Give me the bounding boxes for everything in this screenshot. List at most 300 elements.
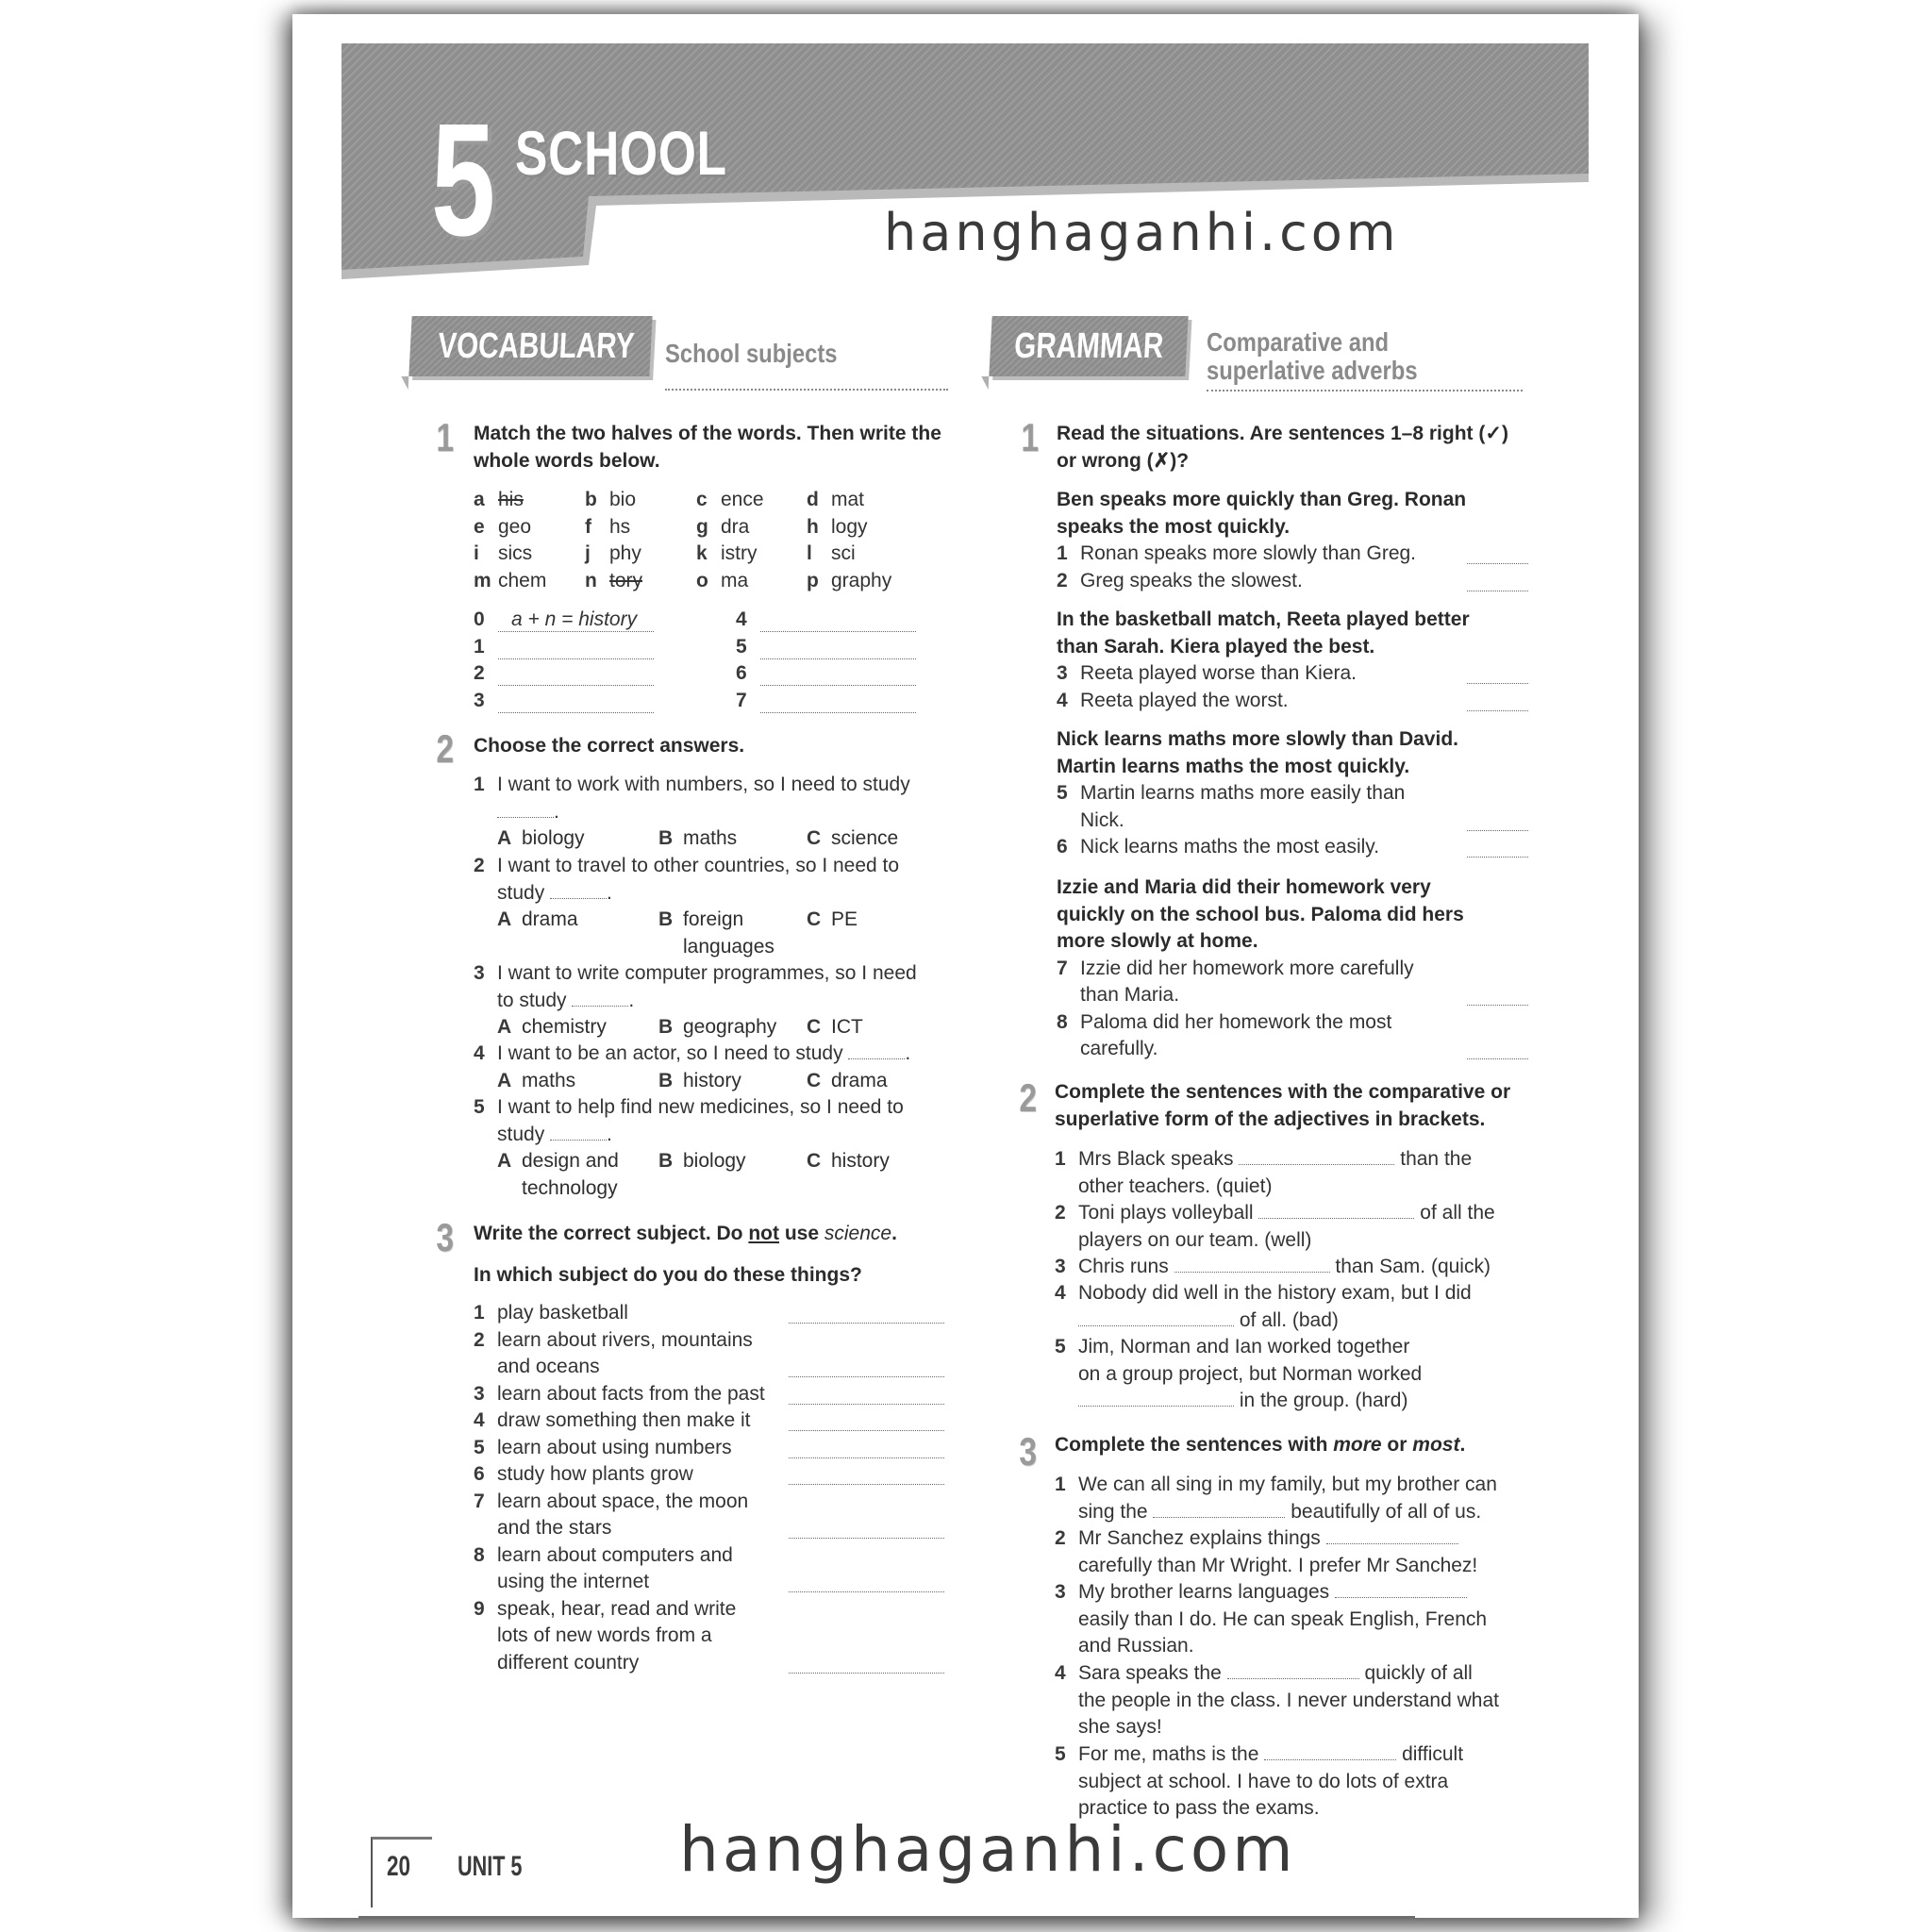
sentence-number: 1 — [1055, 1474, 1066, 1495]
answer-option[interactable] — [497, 825, 585, 853]
option-text: PE — [831, 908, 858, 930]
vocab-ex1-instruction: Match the two halves of the words. Then write the whole words below. — [474, 423, 941, 472]
task-text: study how plants grow — [497, 1463, 693, 1485]
watermark-bottom: hanghaganhi.com — [679, 1813, 1297, 1886]
task-text: draw something then make it — [497, 1409, 751, 1431]
option-text: science — [831, 827, 899, 849]
answer-number: 6 — [736, 662, 747, 684]
sentence-text: Nobody did well in the history exam, but I did — [1078, 1282, 1472, 1304]
statement-number: 3 — [1057, 662, 1068, 684]
task-text: play basketball — [497, 1302, 628, 1324]
sentence-text: Toni plays volleyball — [1078, 1202, 1254, 1224]
footer-unit-label: UNIT 5 — [458, 1851, 523, 1882]
task-text: different country — [497, 1651, 640, 1674]
task-text: lots of new words from a — [497, 1624, 712, 1646]
task-line-cont — [497, 1650, 639, 1677]
grammar-ex1-instruction: Read the situations. Are sentences 1–8 right (✓) or wrong (✗)? — [1057, 423, 1508, 472]
answer-line[interactable] — [789, 1484, 944, 1485]
vocab-ex2-number: 2 — [436, 726, 455, 771]
answer-blank[interactable] — [1174, 1255, 1330, 1273]
statement — [1057, 568, 1476, 595]
question-line-2 — [497, 988, 634, 1015]
sentence-text: of all the — [1420, 1202, 1495, 1224]
question-text: I want to be an actor, so I need to study — [497, 1042, 843, 1064]
task-text: learn about rivers, mountains — [497, 1328, 753, 1351]
sentence-text: quickly of all — [1364, 1662, 1473, 1684]
statement — [1057, 541, 1476, 568]
word-part-text: ma — [721, 569, 749, 591]
statement-text: Martin learns maths more easily than Nick. — [1080, 782, 1406, 831]
question-number: 5 — [474, 1096, 485, 1118]
option-letter: B — [658, 1016, 674, 1038]
word-part — [696, 514, 749, 541]
sentence-line-2: the people in the class. I never understand what — [1078, 1689, 1499, 1711]
word-part-text: ence — [721, 489, 764, 510]
question-number: 3 — [474, 962, 485, 984]
word-part-letter: m — [474, 569, 491, 591]
statement-text: Ronan speaks more slowly than Greg. — [1080, 542, 1417, 564]
answer-option[interactable] — [807, 825, 898, 853]
task-line — [474, 1407, 750, 1435]
right-wrong-blank[interactable] — [1467, 857, 1528, 858]
vocab-ex2-instruction: Choose the correct answers. — [474, 735, 745, 757]
word-part-letter: k — [696, 542, 708, 564]
option-text: history — [831, 1150, 890, 1172]
grammar-tag — [989, 316, 1188, 376]
word-part — [474, 487, 524, 514]
statement — [1057, 956, 1453, 1009]
question-line — [474, 772, 910, 799]
answer-option[interactable] — [658, 825, 737, 853]
answer-row — [474, 688, 498, 715]
sentence-line — [1055, 1579, 1467, 1607]
question-text: I want to help find new medicines, so I need to — [497, 1096, 904, 1118]
sentence-line-2 — [1078, 1499, 1481, 1526]
situation-text: In the basketball match, Reeta played better than Sarah. Kiera played the best. — [1057, 608, 1470, 658]
option-text: geography — [683, 1016, 777, 1038]
statement-text: Paloma did her homework the most carefully. — [1080, 1010, 1392, 1059]
statement-text: Reeta played the worst. — [1080, 689, 1289, 711]
answer-blank[interactable] — [1326, 1526, 1458, 1544]
vocabulary-rule — [665, 389, 948, 391]
word-part — [807, 568, 891, 595]
task-text: and oceans — [497, 1356, 600, 1377]
answer-line[interactable] — [498, 712, 654, 713]
task-number: 6 — [474, 1463, 485, 1485]
task-number: 1 — [474, 1302, 485, 1324]
option-text: drama — [522, 908, 578, 930]
option-text: maths — [522, 1069, 576, 1091]
statement-number: 2 — [1057, 569, 1068, 591]
sentence-number: 3 — [1055, 1256, 1066, 1277]
sentence-line — [1055, 1472, 1497, 1499]
statement — [1057, 688, 1476, 715]
sentence-text: than Sam. (quick) — [1335, 1256, 1491, 1277]
word-part — [807, 514, 868, 541]
answer-line[interactable] — [789, 1376, 944, 1377]
option-text: maths — [683, 827, 738, 849]
word-part-text: graphy — [831, 569, 892, 591]
answer-number: 4 — [736, 608, 747, 630]
answer-row — [736, 607, 760, 634]
answer-option[interactable] — [807, 907, 858, 934]
option-text: chemistry — [522, 1016, 607, 1038]
sentence-text: difficult — [1402, 1743, 1464, 1765]
statement-text: Greg speaks the slowest. — [1080, 569, 1303, 591]
sentence-text: Chris runs — [1078, 1256, 1169, 1277]
word-part — [807, 487, 864, 514]
word-part-text: sci — [831, 542, 856, 564]
answer-blank[interactable] — [1078, 1389, 1234, 1407]
answer-example: a + n = history — [511, 608, 638, 630]
answer-number: 7 — [736, 689, 747, 711]
sentence-line — [1055, 1200, 1495, 1227]
option-letter: C — [807, 908, 822, 930]
instr-part: . — [891, 1223, 897, 1244]
sentence-text: sing the — [1078, 1500, 1148, 1523]
word-part-text: tory — [609, 569, 643, 591]
word-part-letter: j — [585, 542, 591, 564]
word-part-text: geo — [498, 515, 532, 538]
word-part-letter: f — [585, 515, 591, 538]
question-number: 1 — [474, 774, 485, 795]
sentence-line-2: other teachers. (quiet) — [1078, 1174, 1273, 1197]
question-line — [474, 1094, 904, 1122]
answer-line[interactable] — [789, 1457, 944, 1458]
sentence-text: in the group. (hard) — [1239, 1390, 1408, 1411]
question-text: I want to travel to other countries, so I need to — [497, 855, 900, 876]
grammar-ex3-number: 3 — [1019, 1429, 1038, 1474]
task-text: learn about computers and — [497, 1543, 733, 1566]
answer-row — [736, 688, 760, 715]
word-part — [585, 568, 642, 595]
word-part — [696, 487, 764, 514]
word-part-letter: e — [474, 515, 485, 538]
option-text: design and — [522, 1150, 619, 1172]
task-line — [474, 1381, 765, 1408]
grammar-ex3-instruction — [1055, 1431, 1465, 1458]
option-text: ICT — [831, 1016, 863, 1038]
answer-blank[interactable] — [1227, 1661, 1359, 1679]
answer-line[interactable] — [789, 1591, 944, 1592]
word-part — [585, 487, 636, 514]
word-part-text: phy — [609, 542, 641, 564]
answer-blank[interactable] — [550, 1123, 607, 1141]
situation-text: Nick learns maths more slowly than David. Martin learns maths the most quickly. — [1057, 728, 1458, 777]
answer-line[interactable] — [789, 1323, 944, 1324]
period: . — [607, 881, 612, 904]
sentence-text: For me, maths is the — [1078, 1743, 1259, 1765]
sentence-line-2: carefully than Mr Wright. I prefer Mr Sanchez! — [1078, 1554, 1478, 1576]
option-letter: C — [807, 1150, 822, 1172]
sentence-line — [1055, 1660, 1473, 1688]
question-line-2 — [497, 880, 612, 908]
statement-number: 8 — [1057, 1010, 1068, 1033]
instr-part: use — [779, 1223, 824, 1244]
vocab-ex3-instruction — [474, 1220, 897, 1247]
watermark-top: hanghaganhi.com — [884, 203, 1400, 262]
question-number: 2 — [474, 855, 485, 876]
sentence-line-2: subject at school. I have to do lots of extra — [1078, 1770, 1449, 1792]
sentence-line — [1055, 1334, 1409, 1361]
sentence-number: 2 — [1055, 1527, 1066, 1549]
sentence-line — [1055, 1280, 1472, 1307]
word-part — [474, 568, 546, 595]
statement — [1057, 780, 1453, 834]
answer-option[interactable] — [497, 1148, 619, 1202]
statement-number: 5 — [1057, 782, 1068, 804]
task-line — [474, 1300, 628, 1327]
statement-number: 1 — [1057, 542, 1068, 564]
answer-line[interactable] — [760, 658, 916, 659]
task-number: 7 — [474, 1490, 485, 1512]
sentence-line-3: she says! — [1078, 1716, 1162, 1738]
vocabulary-subtitle: School subjects — [665, 339, 838, 368]
right-wrong-blank[interactable] — [1467, 830, 1528, 831]
statement-text: Izzie did her homework more carefully than Maria. — [1080, 957, 1414, 1006]
answer-blank[interactable] — [1153, 1500, 1285, 1518]
word-part — [474, 514, 531, 541]
instr-part: or — [1381, 1434, 1413, 1456]
question-text: I want to work with numbers, so I need to study — [497, 774, 910, 795]
answer-number: 2 — [474, 662, 485, 684]
sentence-number: 5 — [1055, 1743, 1066, 1765]
grammar-ex2-number: 2 — [1019, 1075, 1038, 1120]
word-part-letter: n — [585, 569, 597, 591]
answer-line[interactable] — [789, 1404, 944, 1405]
answer-blank[interactable] — [1335, 1580, 1467, 1598]
sentence-text: beautifully of all of us. — [1291, 1500, 1482, 1523]
word-part-letter: h — [807, 515, 819, 538]
vocabulary-tag-label: VOCABULARY — [437, 326, 636, 366]
word-part-letter: o — [696, 569, 708, 591]
answer-blank[interactable] — [848, 1041, 905, 1059]
word-part-letter: a — [474, 489, 485, 510]
answer-line[interactable] — [760, 631, 916, 632]
answer-option[interactable] — [497, 1014, 607, 1041]
answer-blank[interactable] — [1078, 1308, 1234, 1326]
word-part-letter: c — [696, 489, 708, 510]
sentence-line-3 — [1078, 1388, 1407, 1415]
sentence-text: Sara speaks the — [1078, 1662, 1222, 1684]
option-letter: C — [807, 827, 822, 849]
right-wrong-blank[interactable] — [1467, 710, 1528, 711]
task-text: using the internet — [497, 1571, 650, 1592]
answer-number: 3 — [474, 689, 485, 711]
answer-line[interactable] — [760, 712, 916, 713]
answer-line[interactable] — [760, 685, 916, 686]
task-number: 2 — [474, 1328, 485, 1351]
right-wrong-blank[interactable] — [1467, 563, 1528, 564]
question-line — [474, 960, 917, 988]
word-part — [807, 541, 856, 568]
instr-part: . — [1459, 1434, 1466, 1456]
option-letter: B — [658, 827, 674, 849]
sentence-line — [1055, 1146, 1472, 1174]
word-part-text: logy — [831, 515, 868, 538]
word-part-text: mat — [831, 489, 865, 510]
sentence-line — [1055, 1741, 1463, 1769]
question-number: 4 — [474, 1042, 485, 1064]
answer-blank[interactable] — [550, 881, 607, 899]
vocabulary-tag — [408, 316, 652, 376]
answer-option[interactable] — [658, 1014, 776, 1041]
word-part — [696, 568, 748, 595]
word-part-text: istry — [721, 542, 758, 564]
grammar-subtitle: Comparative and superlative adverbs — [1207, 327, 1418, 385]
instr-science: science — [824, 1223, 892, 1244]
answer-option[interactable] — [497, 1068, 575, 1095]
task-line-cont — [497, 1515, 611, 1542]
answer-row — [474, 607, 498, 634]
answer-line[interactable] — [498, 658, 654, 659]
sentence-line — [1055, 1254, 1491, 1281]
sentence-text: Mr Sanchez explains things — [1078, 1527, 1321, 1549]
statement — [1057, 660, 1476, 688]
answer-blank[interactable] — [1239, 1147, 1394, 1165]
answer-number: 0 — [474, 608, 485, 630]
option-letter: B — [658, 1150, 674, 1172]
answer-line[interactable] — [789, 1430, 944, 1431]
word-part — [585, 514, 630, 541]
option-letter: C — [807, 1016, 822, 1038]
task-line — [474, 1327, 753, 1355]
option-letter: A — [497, 1016, 512, 1038]
vocab-ex3-number: 3 — [436, 1215, 455, 1259]
sentence-line-2: on a group project, but Norman worked — [1078, 1362, 1423, 1385]
sentence-number: 2 — [1055, 1202, 1066, 1224]
task-line — [474, 1435, 732, 1462]
vocab-ex3-question: In which subject do you do these things? — [474, 1264, 862, 1286]
option-text-2: technology — [522, 1176, 618, 1199]
answer-option[interactable] — [658, 907, 774, 960]
option-letter: A — [497, 1150, 512, 1172]
question-line-2 — [497, 799, 559, 826]
sentence-text: Mrs Black speaks — [1078, 1148, 1234, 1170]
word-part-text: his — [498, 489, 524, 510]
sentence-line-2: players on our team. (well) — [1078, 1228, 1312, 1251]
task-line-cont — [497, 1623, 712, 1650]
instr-most: most — [1412, 1434, 1460, 1456]
answer-option[interactable] — [807, 1148, 890, 1175]
option-text: history — [683, 1069, 741, 1091]
word-part — [474, 541, 532, 568]
question-line — [474, 853, 899, 880]
option-letter: A — [497, 827, 512, 849]
instr-more: more — [1333, 1434, 1382, 1456]
unit-title: SCHOOL — [515, 118, 727, 188]
question-text: to study — [497, 989, 567, 1011]
option-letter: B — [658, 1069, 674, 1091]
sentence-line-2: easily than I do. He can speak English, French — [1078, 1607, 1488, 1630]
instr-part: Complete the sentences with — [1055, 1434, 1334, 1456]
period: . — [607, 1123, 612, 1145]
period: . — [628, 989, 635, 1011]
unit-number: 5 — [431, 91, 496, 270]
word-part-letter: l — [807, 542, 812, 564]
right-wrong-blank[interactable] — [1467, 1005, 1528, 1006]
situation-text: Ben speaks more quickly than Greg. Ronan speaks the most quickly. — [1057, 489, 1467, 538]
answer-line[interactable] — [498, 685, 654, 686]
answer-row — [736, 634, 760, 661]
statement-number: 4 — [1057, 689, 1068, 711]
task-text: learn about using numbers — [497, 1436, 732, 1458]
word-part-letter: g — [696, 515, 708, 538]
option-text: foreign — [683, 908, 744, 930]
question-line-2 — [497, 1122, 612, 1149]
grammar-rule — [1207, 390, 1523, 391]
task-line — [474, 1489, 748, 1516]
answer-number: 1 — [474, 635, 485, 658]
sentence-text: We can all sing in my family, but my brother can — [1078, 1474, 1497, 1495]
statement — [1057, 834, 1476, 861]
option-text: biology — [683, 1150, 746, 1172]
word-part — [696, 541, 758, 568]
statement-text: Reeta played worse than Kiera. — [1080, 662, 1357, 684]
answer-option[interactable] — [807, 1068, 888, 1095]
answer-line[interactable] — [789, 1538, 944, 1539]
option-letter: A — [497, 908, 512, 930]
answer-row — [474, 660, 498, 688]
answer-option[interactable] — [807, 1014, 863, 1041]
task-line-cont — [497, 1354, 600, 1381]
task-line — [474, 1542, 733, 1570]
answer-blank[interactable] — [572, 989, 628, 1007]
task-text: speak, hear, read and write — [497, 1597, 737, 1620]
word-part-text: sics — [498, 542, 533, 564]
word-part-text: chem — [498, 569, 547, 591]
answer-blank[interactable] — [1264, 1742, 1396, 1760]
statement-number: 6 — [1057, 836, 1068, 858]
task-number: 8 — [474, 1543, 485, 1566]
sentence-number: 5 — [1055, 1336, 1066, 1357]
right-wrong-blank[interactable] — [1467, 1058, 1528, 1059]
task-line — [474, 1461, 693, 1489]
answer-blank[interactable] — [1258, 1201, 1414, 1219]
question-text: study — [497, 1123, 545, 1145]
period: . — [554, 800, 559, 823]
task-line — [474, 1596, 736, 1624]
word-part-letter: d — [807, 489, 819, 510]
option-letter: B — [658, 908, 674, 930]
word-part-text: hs — [609, 515, 631, 538]
answer-blank[interactable] — [497, 800, 554, 818]
task-number: 4 — [474, 1409, 485, 1431]
option-text: drama — [831, 1069, 888, 1091]
option-letter: A — [497, 1069, 512, 1091]
answer-line[interactable] — [789, 1673, 944, 1674]
right-wrong-blank[interactable] — [1467, 683, 1528, 684]
task-number: 3 — [474, 1382, 485, 1405]
word-part-letter: p — [807, 569, 819, 591]
answer-option[interactable] — [658, 1148, 746, 1175]
task-number: 5 — [474, 1436, 485, 1458]
question-line — [474, 1041, 910, 1068]
sentence-line-3: practice to pass the exams. — [1078, 1797, 1320, 1819]
statement-text: Nick learns maths the most easily. — [1080, 836, 1380, 858]
option-text-2: languages — [683, 935, 774, 958]
answer-number: 5 — [736, 635, 747, 658]
word-part — [585, 541, 641, 568]
answer-option[interactable] — [497, 907, 578, 934]
workbook-page — [292, 14, 1639, 1918]
sentence-number: 3 — [1055, 1581, 1066, 1603]
answer-option[interactable] — [658, 1068, 741, 1095]
sentence-line-3: and Russian. — [1078, 1635, 1194, 1657]
option-text: biology — [522, 827, 585, 849]
instr-part: Write the correct subject. Do — [474, 1223, 749, 1244]
task-line-cont — [497, 1569, 649, 1596]
